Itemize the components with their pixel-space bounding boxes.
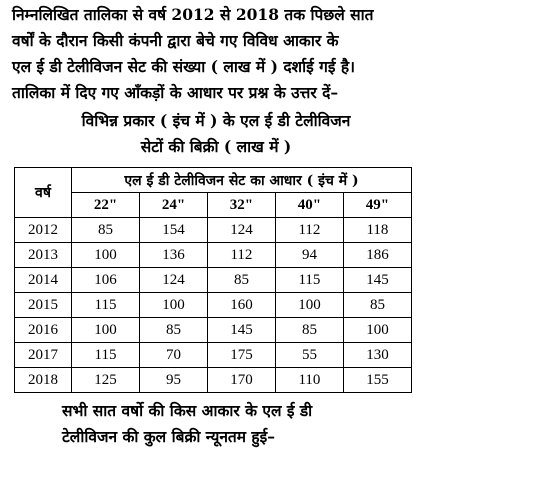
year-cell: 2016	[15, 318, 72, 343]
table-header-row	[15, 168, 412, 193]
value-cell: 85	[72, 218, 140, 243]
value-cell: 85	[275, 318, 343, 343]
value-cell: 160	[207, 293, 275, 318]
value-cell: 125	[72, 368, 140, 393]
value-cell: 136	[139, 243, 207, 268]
value-cell: 100	[343, 318, 411, 343]
value-cell: 85	[343, 293, 411, 318]
question-line: टेलीविजन की कुल बिक्री न्यूनतम हुई–	[62, 427, 276, 446]
value-cell: 55	[275, 343, 343, 368]
value-cell: 118	[343, 218, 411, 243]
table-row	[15, 218, 412, 243]
value-cell: 145	[343, 268, 411, 293]
value-cell: 124	[207, 218, 275, 243]
value-cell: 145	[207, 318, 275, 343]
intro-line: एल ई डी टेलीविजन सेट की संख्या ( लाख में ) दर्शाई गई है।	[12, 57, 355, 76]
year-cell: 2015	[15, 293, 72, 318]
size-header: 40"	[275, 193, 343, 218]
size-header: 22"	[72, 193, 140, 218]
value-cell: 155	[343, 368, 411, 393]
value-cell: 100	[72, 318, 140, 343]
year-cell: 2014	[15, 268, 72, 293]
value-cell: 124	[139, 268, 207, 293]
question-text	[62, 398, 418, 450]
value-cell: 106	[72, 268, 140, 293]
value-cell: 110	[275, 368, 343, 393]
year-cell: 2018	[15, 368, 72, 393]
value-cell: 100	[72, 243, 140, 268]
year-cell: 2012	[15, 218, 72, 243]
table-caption	[12, 108, 420, 160]
value-cell: 112	[275, 218, 343, 243]
intro-paragraph	[12, 2, 420, 106]
intro-line: वर्षों के दौरान किसी कंपनी द्वारा बेचे गए विविध आकार के	[12, 31, 339, 50]
value-cell: 85	[139, 318, 207, 343]
question-line: सभी सात वर्षो की किस आकार के एल ई डी	[62, 401, 313, 420]
year-cell: 2017	[15, 343, 72, 368]
intro-line: तालिका में दिए गए आँकड़ों के आधार पर प्रश्न के उत्तर दें–	[12, 83, 339, 102]
year-cell: 2013	[15, 243, 72, 268]
value-cell: 186	[343, 243, 411, 268]
sales-table	[14, 167, 412, 393]
table-row	[15, 243, 412, 268]
table-row	[15, 268, 412, 293]
value-cell: 115	[72, 293, 140, 318]
intro-line: निम्नलिखित तालिका से वर्ष 2012 से 2018 तक पिछले सात	[12, 5, 374, 24]
table-row	[15, 368, 412, 393]
value-cell: 70	[139, 343, 207, 368]
value-cell: 100	[139, 293, 207, 318]
size-header-row	[15, 193, 412, 218]
table-row	[15, 343, 412, 368]
value-cell: 100	[275, 293, 343, 318]
caption-line: सेटों की बिक्री ( लाख में )	[140, 137, 292, 156]
value-cell: 95	[139, 368, 207, 393]
value-cell: 175	[207, 343, 275, 368]
table-row	[15, 318, 412, 343]
size-header: 49"	[343, 193, 411, 218]
value-cell: 85	[207, 268, 275, 293]
value-cell: 130	[343, 343, 411, 368]
size-header: 32"	[207, 193, 275, 218]
value-cell: 112	[207, 243, 275, 268]
value-cell: 115	[275, 268, 343, 293]
size-group-header: एल ई डी टेलीविजन सेट का आधार ( इंच में )	[72, 168, 412, 193]
year-header: वर्ष	[15, 168, 72, 218]
value-cell: 115	[72, 343, 140, 368]
caption-line: विभिन्न प्रकार ( इंच में ) के एल ई डी टेलीविजन	[81, 111, 351, 130]
table-row	[15, 293, 412, 318]
value-cell: 170	[207, 368, 275, 393]
size-header: 24"	[139, 193, 207, 218]
value-cell: 154	[139, 218, 207, 243]
value-cell: 94	[275, 243, 343, 268]
